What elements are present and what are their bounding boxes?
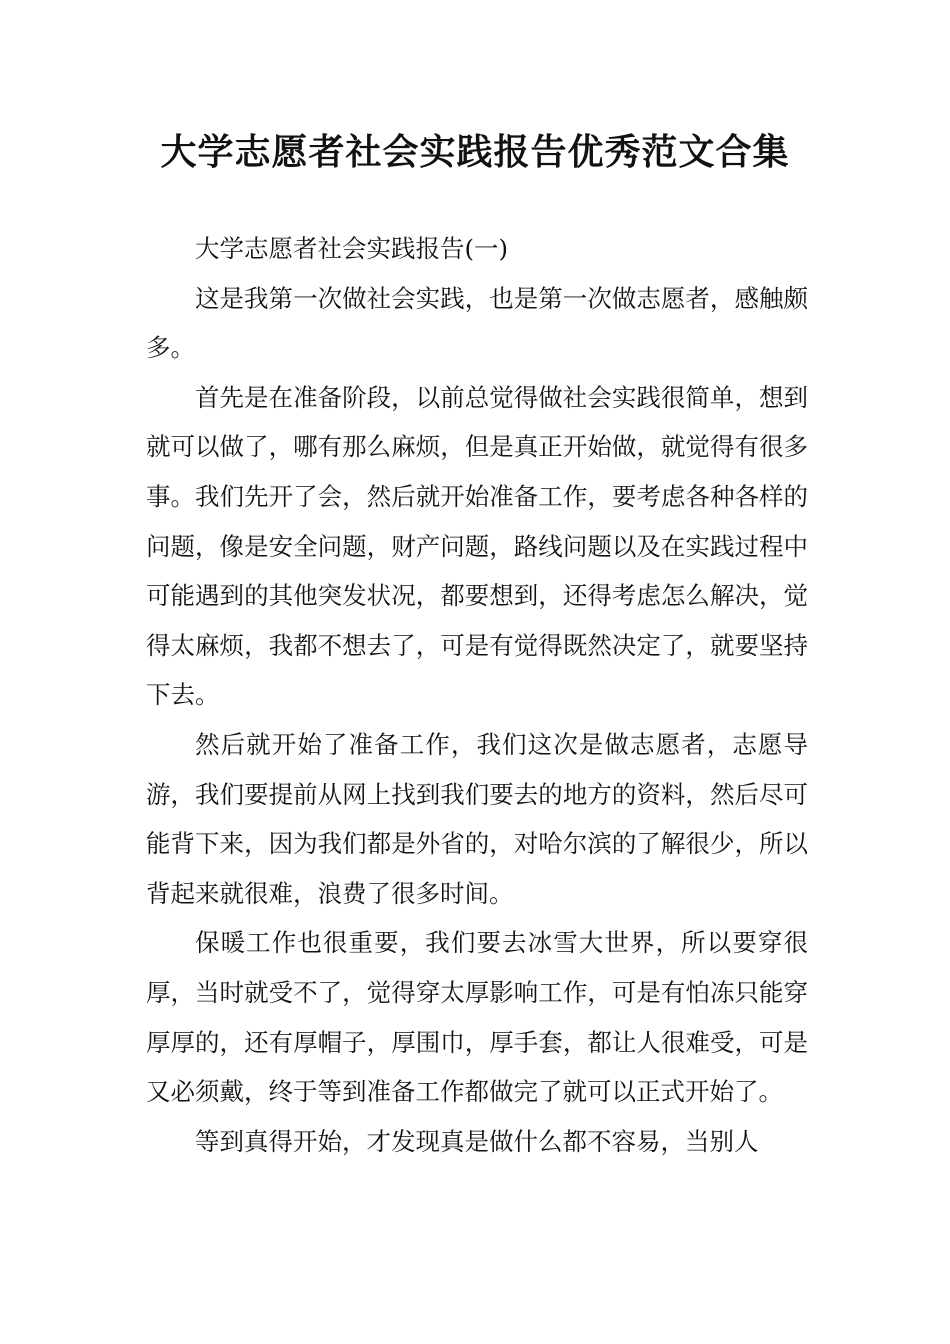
document-body bbox=[146, 224, 808, 1166]
body-paragraph-3: 然后就开始了准备工作，我们这次是做志愿者，志愿导游，我们要提前从网上找到我们要去的地方的资料，然后尽可能背下来，因为我们都是外省的，对哈尔滨的了解很少，所以背起来就很难，浪费了很多时间。 bbox=[146, 729, 808, 908]
body-paragraph-1: 这是我第一次做社会实践，也是第一次做志愿者，感触颇多。 bbox=[146, 283, 808, 363]
body-paragraph-2: 首先是在准备阶段，以前总觉得做社会实践很简单，想到就可以做了，哪有那么麻烦，但是真正开始做，就觉得有很多事。我们先开了会，然后就开始准备工作，要考虑各种各样的问题，像是安全问题，财产问题，路线问题以及在实践过程中可能遇到的其他突发状况，都要想到，还得考虑怎么解决，觉得太麻烦，我都不想去了，可是有觉得既然决定了，就要坚持下去。 bbox=[146, 382, 808, 710]
section-heading: 大学志愿者社会实践报告(一) bbox=[195, 234, 509, 263]
body-paragraph-5: 等到真得开始，才发现真是做什么都不容易，当别人 bbox=[195, 1126, 759, 1156]
body-paragraph-4: 保暖工作也很重要，我们要去冰雪大世界，所以要穿很厚，当时就受不了，觉得穿太厚影响工作，可是有怕冻只能穿厚厚的，还有厚帽子，厚围巾，厚手套，都让人很难受，可是又必须戴，终于等到准备工作都做完了就可以正式开始了。 bbox=[146, 928, 808, 1107]
document-title: 大学志愿者社会实践报告优秀范文合集 bbox=[160, 132, 790, 173]
